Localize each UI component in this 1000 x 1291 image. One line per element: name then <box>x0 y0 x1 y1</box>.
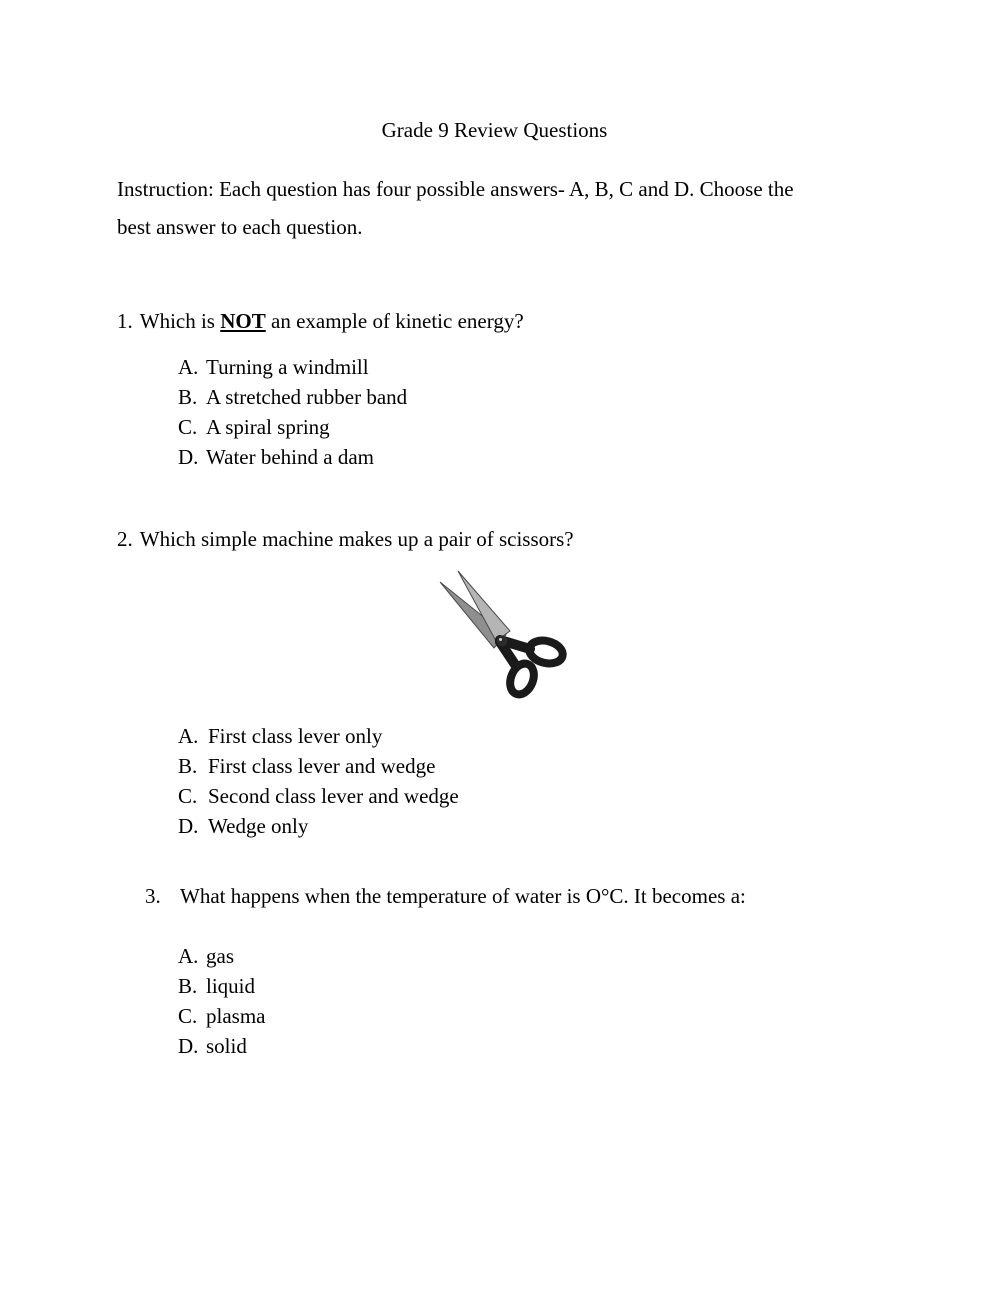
option-text: solid <box>206 1034 247 1058</box>
option <box>178 442 872 472</box>
option <box>178 721 872 751</box>
scissors-image <box>430 566 580 701</box>
option-text: liquid <box>206 974 256 998</box>
question-1-number: 1. <box>117 309 133 333</box>
option-letter: A. <box>178 724 199 748</box>
option-letter: B. <box>178 974 198 998</box>
question-3-options <box>178 941 872 1061</box>
instruction-line-2: best answer to each question. <box>117 215 363 239</box>
question-2 <box>117 524 872 841</box>
option <box>178 1031 872 1061</box>
option <box>178 941 872 971</box>
question-2-number: 2. <box>117 527 133 551</box>
option-letter: B. <box>178 385 198 409</box>
option <box>178 1001 872 1031</box>
option-letter: C. <box>178 415 198 439</box>
instruction-line-1: Instruction: Each question has four possible answers- A, B, C and D. Choose the <box>117 177 794 201</box>
question-1-options <box>178 352 872 472</box>
option-text: First class lever and wedge <box>208 754 436 778</box>
option-letter: D. <box>178 445 199 469</box>
option-letter: C. <box>178 1004 198 1028</box>
question-3-body: What happens when the temperature of water is O°C. It becomes a: <box>180 884 746 908</box>
question-2-text <box>117 524 872 554</box>
option-letter: D. <box>178 1034 199 1058</box>
question-1-suffix: an example of kinetic energy? <box>265 309 524 333</box>
option <box>178 352 872 382</box>
option <box>178 751 872 781</box>
option-text: First class lever only <box>208 724 383 748</box>
option-text: Water behind a dam <box>206 445 374 469</box>
scissors-icon <box>430 566 580 701</box>
option-text: Wedge only <box>208 814 309 838</box>
option-text: gas <box>206 944 234 968</box>
option <box>178 382 872 412</box>
question-1-text <box>117 306 872 336</box>
option-text: plasma <box>206 1004 266 1028</box>
question-3 <box>145 881 872 1061</box>
option <box>178 412 872 442</box>
instruction-text <box>117 170 872 246</box>
option-letter: D. <box>178 814 199 838</box>
option <box>178 811 872 841</box>
option-text: Turning a windmill <box>206 355 369 379</box>
option-letter: A. <box>178 355 199 379</box>
question-2-body: Which simple machine makes up a pair of scissors? <box>139 527 574 551</box>
question-2-options <box>178 721 872 841</box>
question-1-prefix: Which is <box>139 309 221 333</box>
question-1 <box>117 306 872 472</box>
option-letter: A. <box>178 944 199 968</box>
option-letter: B. <box>178 754 198 778</box>
page-title: Grade 9 Review Questions <box>381 118 608 142</box>
option-text: A spiral spring <box>206 415 330 439</box>
question-3-number: 3. <box>145 884 161 908</box>
option-text: A stretched rubber band <box>206 385 408 409</box>
question-1-emphasis: NOT <box>220 309 266 333</box>
option-letter: C. <box>178 784 198 808</box>
option-text: Second class lever and wedge <box>208 784 459 808</box>
option <box>178 781 872 811</box>
question-3-text <box>145 881 872 911</box>
option <box>178 971 872 1001</box>
